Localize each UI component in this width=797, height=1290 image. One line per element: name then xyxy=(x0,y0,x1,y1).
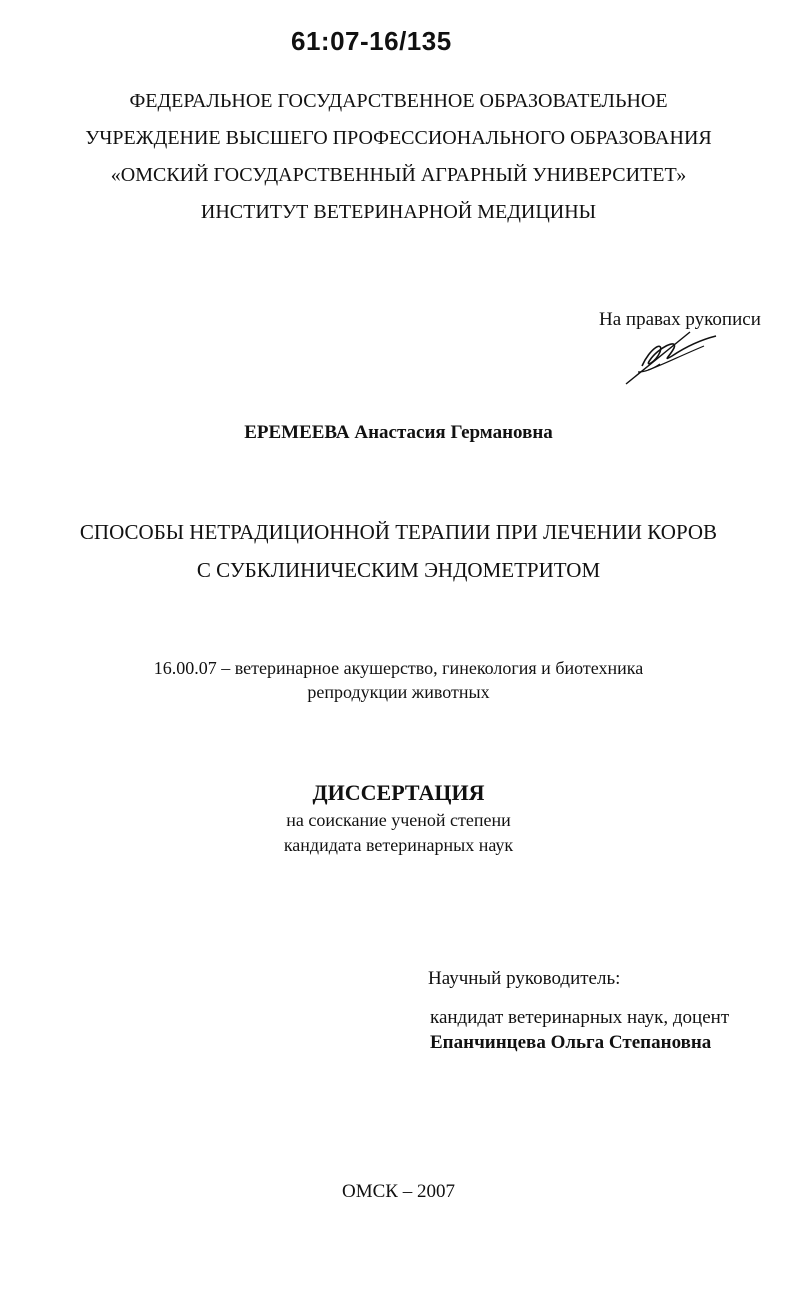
document-type: ДИССЕРТАЦИЯ xyxy=(312,780,485,805)
title-line: СПОСОБЫ НЕТРАДИЦИОННОЙ ТЕРАПИИ ПРИ ЛЕЧЕНИИ КОРОВ xyxy=(79,520,718,544)
institution-line: УЧРЕЖДЕНИЕ ВЫСШЕГО ПРОФЕССИОНАЛЬНОГО ОБРАЗОВАНИЯ xyxy=(85,127,712,149)
institution-line: ИНСТИТУТ ВЕТЕРИНАРНОЙ МЕДИЦИНЫ xyxy=(200,201,597,223)
degree-sought xyxy=(0,808,797,858)
specialty-line: 16.00.07 – ветеринарное акушерство, гинекология и биотехника xyxy=(153,658,644,678)
degree-line: на соискание ученой степени xyxy=(286,810,511,830)
specialty-line: репродукции животных xyxy=(307,682,490,702)
archive-code: 61:07-16/135 xyxy=(291,26,452,56)
dissertation-title xyxy=(0,513,797,589)
place-year: ОМСК – 2007 xyxy=(342,1181,455,1202)
title-line: С СУБКЛИНИЧЕСКИМ ЭНДОМЕТРИТОМ xyxy=(196,558,601,582)
institution-block xyxy=(0,83,797,231)
author-name: ЕРЕМЕЕВА Анастасия Германовна xyxy=(244,422,553,443)
advisor-name: Епанчинцева Ольга Степановна xyxy=(430,1032,712,1053)
advisor-degree: кандидат ветеринарных наук, доцент xyxy=(430,1007,730,1028)
institution-line: ФЕДЕРАЛЬНОЕ ГОСУДАРСТВЕННОЕ ОБРАЗОВАТЕЛЬНОЕ xyxy=(129,90,668,112)
institution-line: «ОМСКИЙ ГОСУДАРСТВЕННЫЙ АГРАРНЫЙ УНИВЕРСИТЕТ» xyxy=(110,164,687,186)
advisor-label: Научный руководитель: xyxy=(428,968,621,989)
degree-line: кандидата ветеринарных наук xyxy=(283,835,514,855)
specialty xyxy=(0,656,797,704)
handwritten-signature-icon xyxy=(620,326,730,388)
manuscript-rights: На правах рукописи xyxy=(599,309,761,330)
